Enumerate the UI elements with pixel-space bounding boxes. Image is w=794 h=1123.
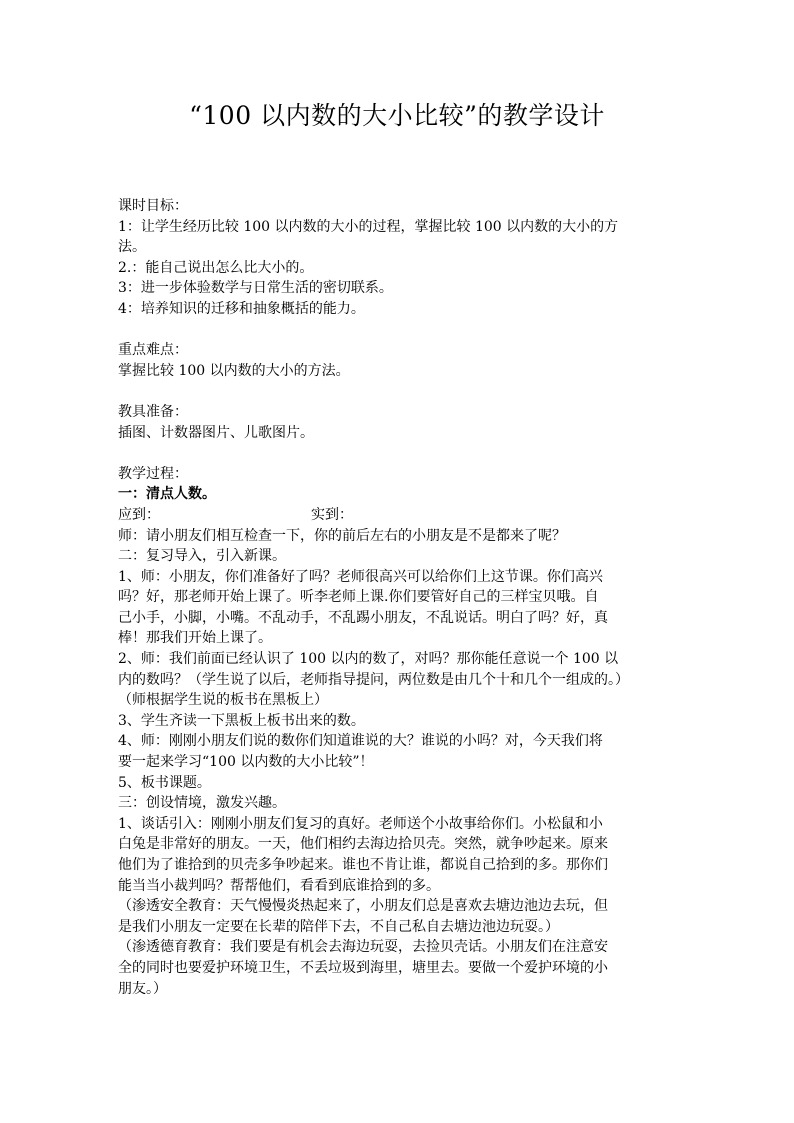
- objective-line: 法。: [118, 239, 146, 256]
- process-line: 3、学生齐读一下黑板上板书出来的数。: [118, 712, 365, 729]
- process-line: 4、师：刚刚小朋友们说的数你们知道谁说的大？谁说的小吗？对，今天我们将: [118, 733, 603, 750]
- process-heading: 教学过程：: [118, 465, 188, 482]
- objectives-heading: 课时目标：: [118, 198, 188, 214]
- objective-line: 2.：能自己说出怎么比大小的。: [118, 259, 314, 276]
- spacer: [118, 320, 678, 341]
- process-line: 朋友。）: [118, 980, 167, 997]
- process-line: 他们为了谁拾到的贝壳多争吵起来。谁也不肯让谁，都说自己拾到的多。那你们: [118, 857, 608, 873]
- process-line: 要一起来学习“100 以内数的大小比较”！: [118, 754, 374, 771]
- process-line: 吗？好，那老师开始上课了。听李老师上课.你们要管好自己的三样宝贝哦。自: [118, 589, 599, 606]
- materials-heading: 教具准备：: [118, 403, 188, 420]
- process-line: 内的数吗？（学生说了以后，老师指导提问，两位数是由几个十和几个一组成的。）: [118, 671, 629, 688]
- document-title: “100 以内数的大小比较”的教学设计: [189, 101, 605, 130]
- process-line: 师：请小朋友们相互检查一下，你的前后左右的小朋友是不是都来了呢？: [118, 527, 566, 544]
- process-line: 三：创设情境，激发兴趣。: [118, 795, 286, 812]
- process-line: 全的同时也要爱护环境卫生，不丢垃圾到海里，塘里去。要做一个爱护环境的小: [118, 959, 608, 976]
- process-line: 1、谈话引入：刚刚小朋友们复习的真好。老师送个小故事给你们。小松鼠和小: [118, 815, 603, 832]
- spacer: [118, 381, 678, 402]
- process-line: 1、师：小朋友，你们准备好了吗？老师很高兴可以给你们上这节课。你们高兴: [118, 568, 603, 585]
- process-line: 是我们小朋友一定要在长辈的陪伴下去，不自己私自去塘边池边玩耍。）: [118, 918, 559, 935]
- process-line: 2、师：我们前面已经认识了 100 以内的数了，对吗？那你能任意说一个 100 以: [118, 651, 619, 668]
- process-line: （师根据学生说的板书在黑板上）: [118, 692, 328, 709]
- attendance-row: [118, 505, 678, 526]
- objective-line: 3：进一步体验数学与日常生活的密切联系。: [118, 280, 393, 297]
- key-points-line: 掌握比较 100 以内数的大小的方法。: [118, 362, 350, 379]
- document-body: [118, 196, 678, 999]
- attendance-actual-label: 实到：: [311, 506, 353, 523]
- process-line: （渗透安全教育：天气慢慢炎热起来了，小朋友们总是喜欢去塘边池边去玩，但: [118, 898, 608, 915]
- process-line: 白兔是非常好的朋友。一天，他们相约去海边拾贝壳。突然，就争吵起来。原来: [118, 836, 608, 853]
- objective-line: 1：让学生经历比较 100 以内数的大小的过程，掌握比较 100 以内数的大小的方: [118, 218, 619, 235]
- key-points-heading: 重点难点：: [118, 342, 188, 359]
- process-line: （渗透德育教育：我们要是有机会去海边玩耍，去捡贝壳话。小朋友们在注意安: [118, 939, 608, 956]
- attendance-expected-label: 应到：: [118, 506, 160, 523]
- materials-line: 插图、计数器图片、儿歌图片。: [118, 424, 314, 441]
- section-heading-attendance: 一：清点人数。: [118, 486, 216, 503]
- process-line: 己小手，小脚，小嘴。不乱动手，不乱踢小朋友，不乱说话。明白了吗？好，真: [118, 609, 608, 626]
- objective-line: 4：培养知识的迁移和抽象概括的能力。: [118, 300, 365, 317]
- process-line: 能当当小裁判吗？帮帮他们，看看到底谁拾到的多。: [118, 877, 440, 894]
- process-line: 二：复习导入，引入新课。: [118, 548, 286, 565]
- spacer: [118, 443, 678, 464]
- process-line: 棒！那我们开始上课了。: [118, 630, 272, 647]
- process-line: 5、板书课题。: [118, 774, 211, 791]
